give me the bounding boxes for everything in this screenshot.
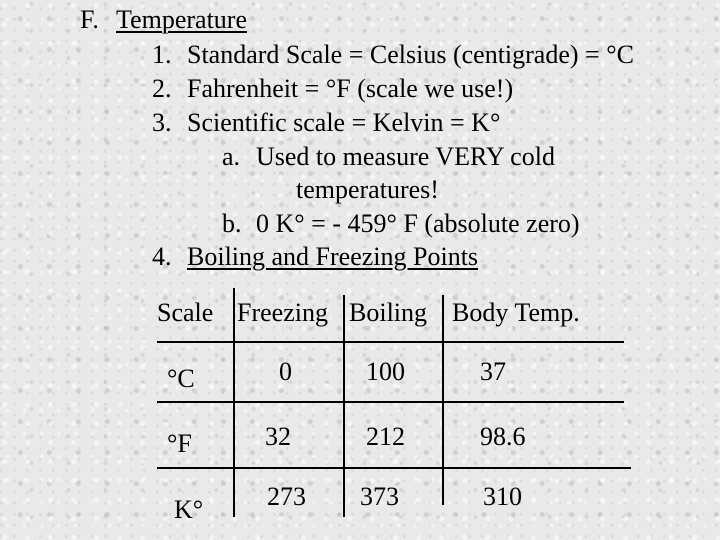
subitem-a-line2: temperatures!	[296, 175, 439, 204]
item-1-number: 1.	[152, 40, 172, 69]
item-3-number: 3.	[152, 108, 172, 137]
subitem-a-letter: a.	[222, 142, 241, 171]
row-fahrenheit-boiling: 212	[366, 422, 405, 451]
row-celsius-boiling: 100	[366, 357, 405, 386]
header-body-temp: Body Temp.	[452, 298, 580, 327]
row-fahrenheit-freezing: 32	[265, 422, 291, 451]
item-1-text: Standard Scale = Celsius (centigrade) = °C	[187, 40, 634, 69]
table-row-divider-2	[157, 467, 631, 469]
header-freezing: Freezing	[237, 298, 328, 327]
row-fahrenheit-body: 98.6	[480, 422, 526, 451]
section-title: Temperature	[116, 5, 247, 34]
item-3-text: Scientific scale = Kelvin = K°	[187, 108, 501, 137]
table-header-divider	[157, 341, 624, 343]
row-fahrenheit-scale: °F	[167, 429, 192, 458]
item-4-text: Boiling and Freezing Points	[187, 242, 479, 271]
section-marker: F.	[80, 5, 99, 34]
header-boiling: Boiling	[349, 298, 428, 327]
row-celsius-body: 37	[480, 357, 506, 386]
table-col-divider-1	[233, 288, 235, 517]
row-kelvin-boiling: 373	[360, 482, 399, 511]
item-2-number: 2.	[152, 74, 172, 103]
header-scale: Scale	[157, 298, 214, 327]
table-col-divider-3	[442, 295, 444, 505]
row-kelvin-scale: K°	[174, 495, 204, 524]
subitem-b-text: 0 K° = - 459° F (absolute zero)	[256, 209, 580, 238]
row-kelvin-freezing: 273	[267, 482, 306, 511]
table-row-divider-1	[157, 401, 624, 403]
item-4-number: 4.	[152, 242, 172, 271]
row-kelvin-body: 310	[483, 482, 522, 511]
item-2-text: Fahrenheit = °F (scale we use!)	[187, 74, 514, 103]
row-celsius-scale: °C	[167, 364, 195, 393]
row-celsius-freezing: 0	[279, 357, 292, 386]
subitem-a-line1: Used to measure VERY cold	[256, 142, 555, 171]
subitem-b-letter: b.	[222, 209, 242, 238]
table-col-divider-2	[343, 295, 345, 517]
